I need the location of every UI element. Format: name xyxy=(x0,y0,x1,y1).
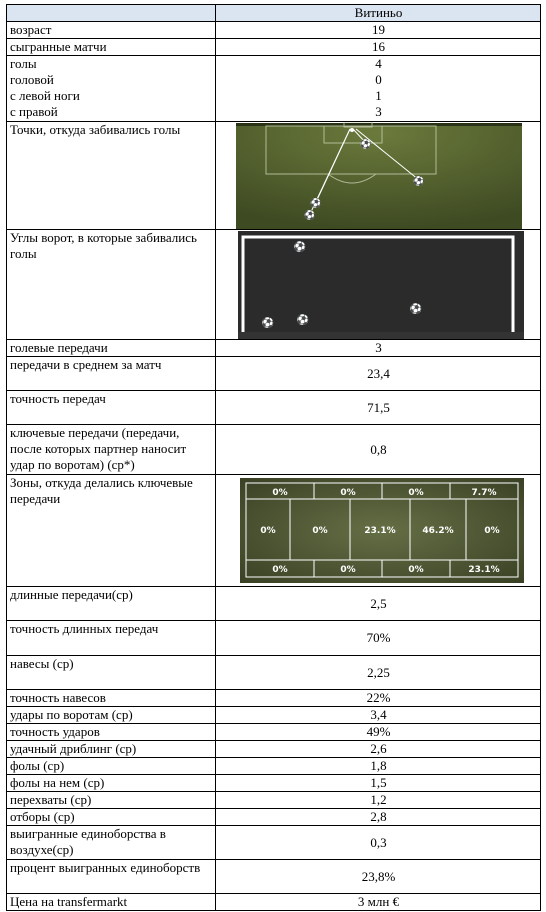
table-row xyxy=(7,621,541,656)
header-empty-cell xyxy=(7,5,216,22)
pitch-background xyxy=(236,123,522,229)
zones-image xyxy=(216,475,546,586)
pitch-shots-image xyxy=(216,122,546,229)
row-label: удачный дриблинг (ср) xyxy=(7,741,216,758)
table-row-goals xyxy=(7,56,541,122)
goal-background xyxy=(238,231,524,339)
table-row xyxy=(7,391,541,425)
table-row xyxy=(7,758,541,775)
row-value: 0 xyxy=(375,72,382,87)
row-label: навесы (ср) xyxy=(7,656,216,690)
row-value: 1,8 xyxy=(216,758,541,775)
zone-label: 46.2% xyxy=(422,526,454,536)
ball-icon: ⚽ xyxy=(261,318,275,329)
row-value: 2,6 xyxy=(216,741,541,758)
row-value: 0,3 xyxy=(216,826,541,860)
row-value: 23,4 xyxy=(216,357,541,391)
row-value: 70% xyxy=(216,621,541,656)
row-label: с левой ноги xyxy=(10,88,80,103)
ball-icon: ⚽ xyxy=(413,176,425,186)
goals-values xyxy=(216,56,541,122)
row-value: 3 xyxy=(216,340,541,357)
table-row xyxy=(7,724,541,741)
stats-table xyxy=(6,4,541,911)
row-value: 22% xyxy=(216,690,541,707)
table-row xyxy=(7,860,541,894)
ball-icon: ⚽ xyxy=(310,198,322,208)
zone-label: 0% xyxy=(260,526,276,536)
ball-icon: ⚽ xyxy=(304,210,316,220)
goals-labels xyxy=(7,56,216,122)
goal-corners-cell xyxy=(216,230,541,340)
row-value: 49% xyxy=(216,724,541,741)
table-row xyxy=(7,894,541,911)
zone-label: 23.1% xyxy=(468,565,500,575)
table-row xyxy=(7,22,541,39)
player-name: Витиньо xyxy=(216,5,541,22)
row-value: 3 млн € xyxy=(216,894,541,911)
row-value: 2,8 xyxy=(216,809,541,826)
row-label: процент выигранных единоборств xyxy=(7,860,216,894)
row-value: 1,2 xyxy=(216,792,541,809)
table-row xyxy=(7,707,541,724)
zone-label: 0% xyxy=(408,565,424,575)
table-row-key-pass-zones xyxy=(7,475,541,587)
header-row xyxy=(7,5,541,22)
row-value: 2,25 xyxy=(216,656,541,690)
table-row xyxy=(7,39,541,56)
row-value: 0,8 xyxy=(216,425,541,475)
row-label: Углы ворот, в которые забивались голы xyxy=(7,230,216,340)
goal-points-cell xyxy=(216,122,541,230)
row-label: Зоны, откуда делались ключевые передачи xyxy=(7,475,216,587)
row-label: Точки, откуда забивались голы xyxy=(7,122,216,230)
row-value: 71,5 xyxy=(216,391,541,425)
row-label: возраст xyxy=(7,22,216,39)
table-row xyxy=(7,656,541,690)
table-row-goal-points xyxy=(7,122,541,230)
row-label: точность навесов xyxy=(7,690,216,707)
zone-label: 7.7% xyxy=(471,488,497,498)
zone-label: 23.1% xyxy=(364,526,396,536)
ball-icon: ⚽ xyxy=(293,242,307,253)
table-row xyxy=(7,741,541,758)
ball-icon: ⚽ xyxy=(409,304,423,315)
row-label: перехваты (ср) xyxy=(7,792,216,809)
goal-frame-image xyxy=(216,230,546,339)
row-value: 1 xyxy=(375,88,382,103)
row-label: выигранные единоборства в воздухе(ср) xyxy=(7,826,216,860)
row-label: удары по воротам (ср) xyxy=(7,707,216,724)
ball-icon: ⚽ xyxy=(360,139,372,149)
row-label: точность ударов xyxy=(7,724,216,741)
row-label: голы xyxy=(10,56,37,71)
zone-label: 0% xyxy=(272,488,288,498)
row-label: фолы (ср) xyxy=(7,758,216,775)
row-label: головой xyxy=(10,72,54,87)
row-label: передачи в среднем за матч xyxy=(7,357,216,391)
zone-label: 0% xyxy=(340,565,356,575)
row-label: голевые передачи xyxy=(7,340,216,357)
row-label: точность длинных передач xyxy=(7,621,216,656)
zone-label: 0% xyxy=(312,526,328,536)
row-value: 3 xyxy=(375,104,382,119)
row-label: отборы (ср) xyxy=(7,809,216,826)
table-row xyxy=(7,826,541,860)
table-row xyxy=(7,587,541,621)
table-row xyxy=(7,690,541,707)
zone-label: 0% xyxy=(484,526,500,536)
zone-label: 0% xyxy=(340,488,356,498)
table-row xyxy=(7,425,541,475)
ball-icon: ⚽ xyxy=(296,315,310,326)
goal-ground xyxy=(238,332,524,339)
row-label: длинные передачи(ср) xyxy=(7,587,216,621)
table-row-goal-corners xyxy=(7,230,541,340)
row-value: 3,4 xyxy=(216,707,541,724)
table-row xyxy=(7,357,541,391)
table-row xyxy=(7,792,541,809)
zone-label: 0% xyxy=(408,488,424,498)
row-label: ключевые передачи (передачи, после которых партнер наносит удар по воротам) (ср*) xyxy=(7,425,216,475)
row-value: 16 xyxy=(216,39,541,56)
row-label: сыгранные матчи xyxy=(7,39,216,56)
table-row xyxy=(7,340,541,357)
row-value: 19 xyxy=(216,22,541,39)
table-row xyxy=(7,809,541,826)
row-value: 4 xyxy=(375,56,382,71)
row-label: фолы на нем (ср) xyxy=(7,775,216,792)
goal-target-point xyxy=(350,128,354,132)
row-value: 1,5 xyxy=(216,775,541,792)
row-label: точность передач xyxy=(7,391,216,425)
key-pass-zones-cell xyxy=(216,475,541,587)
row-label: с правой xyxy=(10,104,58,119)
row-value: 2,5 xyxy=(216,587,541,621)
table-row xyxy=(7,775,541,792)
row-label: Цена на transfermarkt xyxy=(7,894,216,911)
zone-label: 0% xyxy=(272,565,288,575)
row-value: 23,8% xyxy=(216,860,541,894)
